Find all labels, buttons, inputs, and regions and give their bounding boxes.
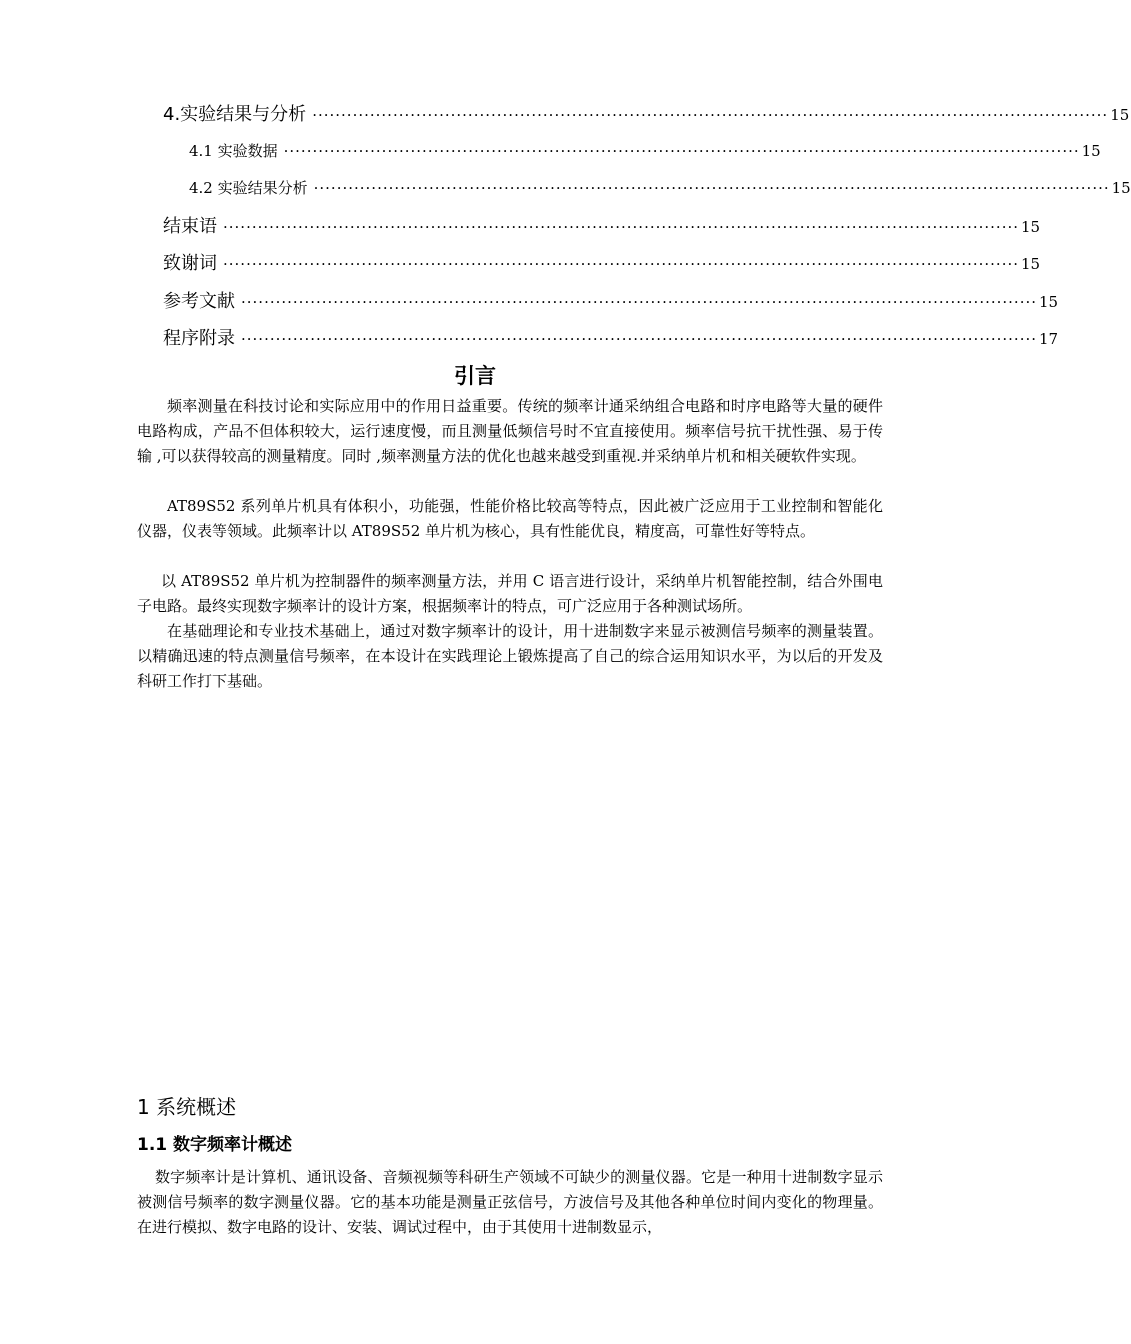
- subsection-heading: 1.1 数字频率计概述: [137, 1135, 293, 1155]
- intro-heading: 引言: [454, 364, 496, 388]
- toc-entry[interactable]: [189, 140, 1101, 161]
- toc-entry-label: 致谢词: [163, 253, 217, 274]
- intro-paragraph: 在基础理论和专业技术基础上，通过对数字频率计的设计，用十进制数字来显示被测信号频率的测量装置。以精确迅速的特点测量信号频率，在本设计在实践理论上锻炼提高了自己的综合运用知识水平，为以后的开发及科研工作打下基础。: [137, 622, 883, 690]
- toc-leader-dots: ··········································································································································: [241, 293, 1037, 311]
- toc-page-number: 15: [1021, 255, 1041, 273]
- toc-leader-dots: ··········································································································································: [283, 142, 1080, 160]
- toc-entry[interactable]: [163, 287, 1059, 313]
- intro-paragraph: 频率测量在科技讨论和实际应用中的作用日益重要。传统的频率计通采纳组合电路和时序电路等大量的硬件电路构成，产品不但体积较大，运行速度慢，而且测量低频信号时不宜直接使用。频率信号抗干扰性强、易于传输 ,可以获得较高的测量精度。同时 ,频率测量方法的优化也越来越受到重视.并采纳单片机和相关硬软件实现。: [137, 397, 883, 465]
- toc-page-number: 15: [1110, 106, 1130, 124]
- toc-entry[interactable]: [163, 212, 1041, 238]
- toc-page-number: 15: [1021, 218, 1041, 236]
- toc-entry[interactable]: [163, 249, 1041, 275]
- section-paragraph: 数字频率计是计算机、通讯设备、音频视频等科研生产领域不可缺少的测量仪器。它是一种用十进制数字显示被测信号频率的数字测量仪器。它的基本功能是测量正弦信号，方波信号及其他各种单位时间内变化的物理量。在进行模拟、数字电路的设计、安装、调试过程中，由于其使用十进制数显示，: [137, 1168, 883, 1236]
- toc-entry[interactable]: [189, 177, 1131, 198]
- toc-page-number: 17: [1039, 330, 1059, 348]
- toc-entry-label: 程序附录: [163, 328, 235, 349]
- toc-entry-label: 4.1 实验数据: [189, 142, 278, 160]
- toc-page-number: 15: [1111, 179, 1131, 197]
- toc-entry-label: 4.实验结果与分析: [163, 104, 307, 125]
- toc-page-number: 15: [1081, 142, 1101, 160]
- toc-leader-dots: ··········································································································································: [223, 218, 1019, 236]
- intro-paragraph: 以 AT89S52 单片机为控制器件的频率测量方法，并用 C 语言进行设计，采纳单片机智能控制，结合外围电子电路。最终实现数字频率计的设计方案，根据频率计的特点，可广泛应用于各种测试场所。: [137, 572, 883, 615]
- toc-leader-dots: ··········································································································································: [312, 106, 1109, 124]
- toc-entry-label: 结束语: [163, 216, 217, 237]
- toc-entry[interactable]: [163, 100, 1130, 126]
- toc-leader-dots: ··········································································································································: [223, 255, 1019, 273]
- section-heading: 1 系统概述: [137, 1095, 237, 1119]
- toc-entry-label: 参考文献: [163, 291, 235, 312]
- intro-paragraph: AT89S52 系列单片机具有体积小，功能强，性能价格比较高等特点，因此被广泛应用于工业控制和智能化仪器，仪表等领域。此频率计以 AT89S52 单片机为核心，具有性能优良，精度高，可靠性好等特点。: [137, 497, 883, 540]
- toc-entry[interactable]: [163, 324, 1059, 350]
- toc-leader-dots: ··········································································································································: [241, 330, 1037, 348]
- toc-entry-label: 4.2 实验结果分析: [189, 179, 308, 197]
- toc-page-number: 15: [1039, 293, 1059, 311]
- toc-leader-dots: ··········································································································································: [313, 179, 1110, 197]
